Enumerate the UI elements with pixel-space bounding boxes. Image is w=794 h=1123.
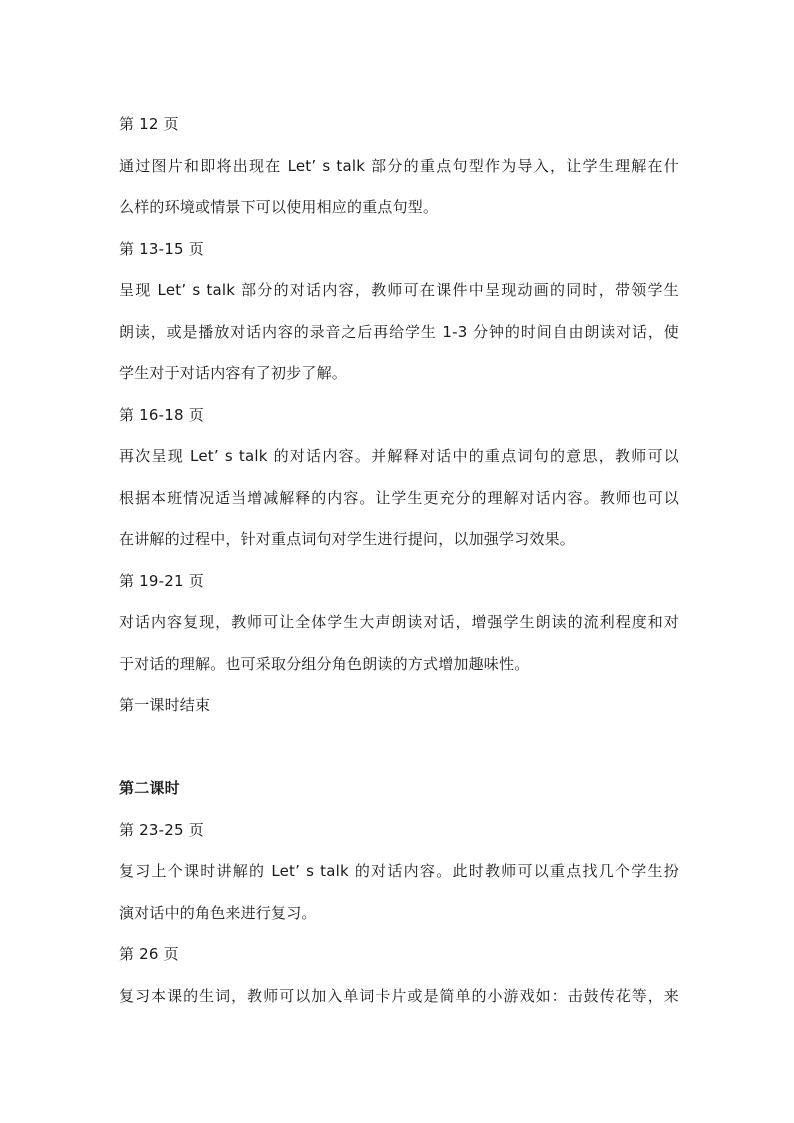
page-reference-heading: 第 26 页: [119, 945, 179, 963]
paragraph: [119, 602, 679, 685]
paragraph-line: 么样的环境或情景下可以使用相应的重点句型。: [119, 198, 439, 216]
paragraph-line: 对话内容复现，教师可让全体学生大声朗读对话，增强学生朗读的流利程度和对: [119, 613, 679, 631]
paragraph-line: 复习本课的生词，教师可以加入单词卡片或是简单的小游戏如：击鼓传花等，来: [119, 986, 679, 1005]
page-reference-heading: 第 16-18 页: [119, 405, 204, 424]
paragraph: [119, 146, 679, 229]
paragraph-line: 演对话中的角色来进行复习。: [119, 903, 317, 922]
paragraph-line: 通过图片和即将出现在 Let’ s talk 部分的重点句型作为导入，让学生理解在什: [119, 156, 679, 175]
page-reference-heading: 第 19-21 页: [119, 571, 204, 590]
paragraph: [119, 976, 679, 1018]
paragraph-line: 学生对于对话内容有了初步了解。: [119, 364, 348, 382]
page-reference-heading: 第 12 页: [119, 115, 179, 133]
section-title: 第二课时: [119, 779, 180, 797]
page-reference-heading: 第 23-25 页: [119, 820, 204, 839]
blank-line: [119, 727, 679, 769]
paragraph: [119, 436, 679, 561]
paragraph-line: 复习上个课时讲解的 Let’ s talk 的对话内容。此时教师可以重点找几个学生扮: [119, 862, 679, 880]
paragraph-line: 朗读，或是播放对话内容的录音之后再给学生 1-3 分钟的时间自由朗读对话，使: [119, 322, 679, 341]
page-reference-heading: 第 13-15 页: [119, 239, 204, 258]
paragraph-line: 在讲解的过程中，针对重点词句对学生进行提问，以加强学习效果。: [119, 530, 576, 548]
paragraph: [119, 270, 679, 395]
paragraph-line: 呈现 Let’ s talk 部分的对话内容，教师可在课件中呈现动画的同时，带领学生: [119, 281, 679, 299]
paragraph: [119, 851, 679, 934]
paragraph-line: 再次呈现 Let’ s talk 的对话内容。并解释对话中的重点词句的意思，教师可以: [119, 447, 679, 465]
document-body: [119, 104, 679, 1017]
paragraph-line: 于对话的理解。也可采取分组分角色朗读的方式增加趣味性。: [119, 654, 530, 673]
paragraph-line: 根据本班情况适当增减解释的内容。让学生更充分的理解对话内容。教师也可以: [119, 488, 679, 507]
page-reference-heading: 第一课时结束: [119, 696, 211, 714]
